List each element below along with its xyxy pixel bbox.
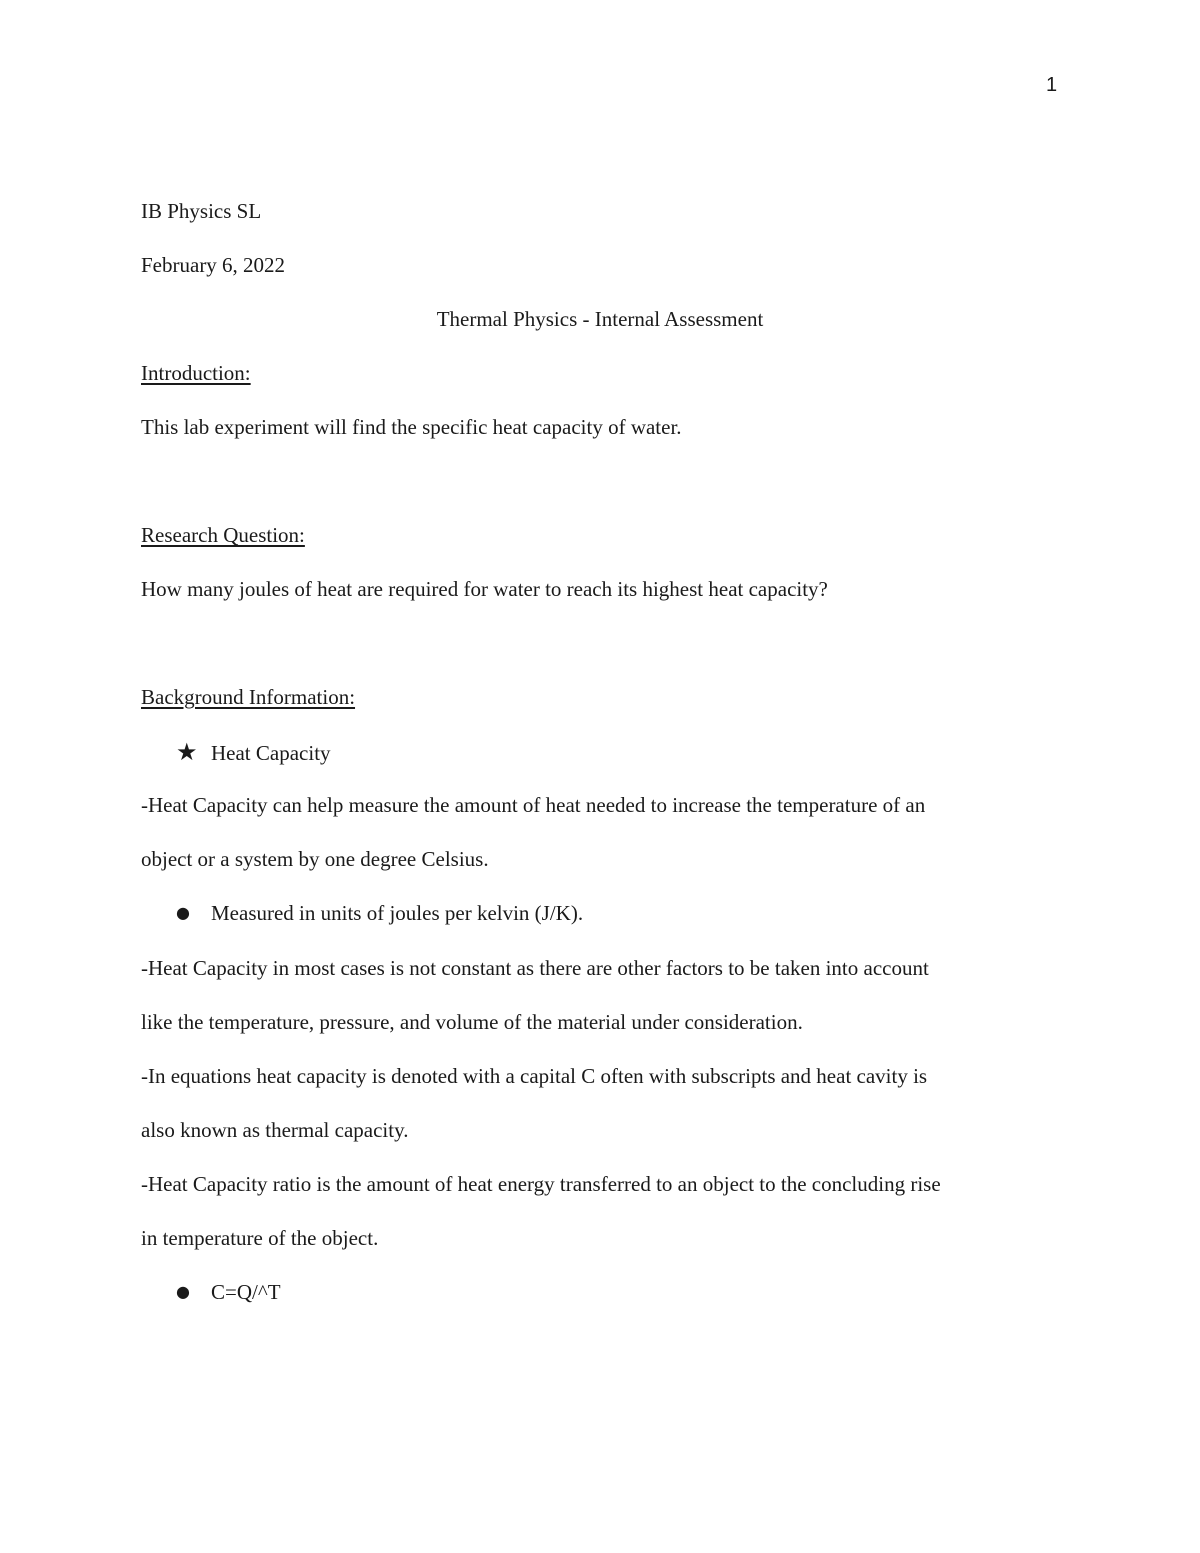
- page-number: 1: [1046, 74, 1058, 96]
- research-question-heading: Research Question:: [141, 523, 305, 547]
- star-icon: ★: [176, 738, 198, 766]
- bullet-item-label: Measured in units of joules per kelvin (J/K).: [211, 901, 584, 925]
- course-name: IB Physics SL: [141, 199, 262, 223]
- introduction-text: This lab experiment will find the specific heat capacity of water.: [141, 415, 682, 439]
- paragraph-line: -Heat Capacity ratio is the amount of heat energy transferred to an object to the concluding rise: [141, 1172, 941, 1196]
- bullet-list-item: [176, 1282, 281, 1303]
- introduction-heading: Introduction:: [141, 361, 251, 385]
- background-heading: Background Information:: [141, 685, 356, 709]
- formula-label: C=Q/^T: [211, 1280, 281, 1304]
- document-date: February 6, 2022: [141, 253, 286, 277]
- research-question-text: How many joules of heat are required for water to reach its highest heat capacity?: [141, 577, 828, 601]
- bullet-icon: ●: [176, 1282, 190, 1301]
- paragraph-line: -In equations heat capacity is denoted with a capital C often with subscripts and heat cavity is: [141, 1064, 928, 1088]
- bullet-icon: ●: [176, 903, 190, 922]
- paragraph-line: -Heat Capacity in most cases is not constant as there are other factors to be taken into account: [141, 956, 929, 980]
- bullet-list-item: [176, 903, 583, 924]
- paragraph-line: in temperature of the object.: [141, 1226, 379, 1250]
- paragraph-line: object or a system by one degree Celsius.: [141, 847, 489, 871]
- star-item-label: Heat Capacity: [211, 741, 331, 765]
- paragraph-line: also known as thermal capacity.: [141, 1118, 409, 1142]
- document-title: Thermal Physics - Internal Assessment: [436, 307, 764, 331]
- star-list-item: [176, 740, 331, 764]
- paragraph-line: like the temperature, pressure, and volume of the material under consideration.: [141, 1010, 803, 1034]
- paragraph-line: -Heat Capacity can help measure the amount of heat needed to increase the temperature of an: [141, 793, 926, 817]
